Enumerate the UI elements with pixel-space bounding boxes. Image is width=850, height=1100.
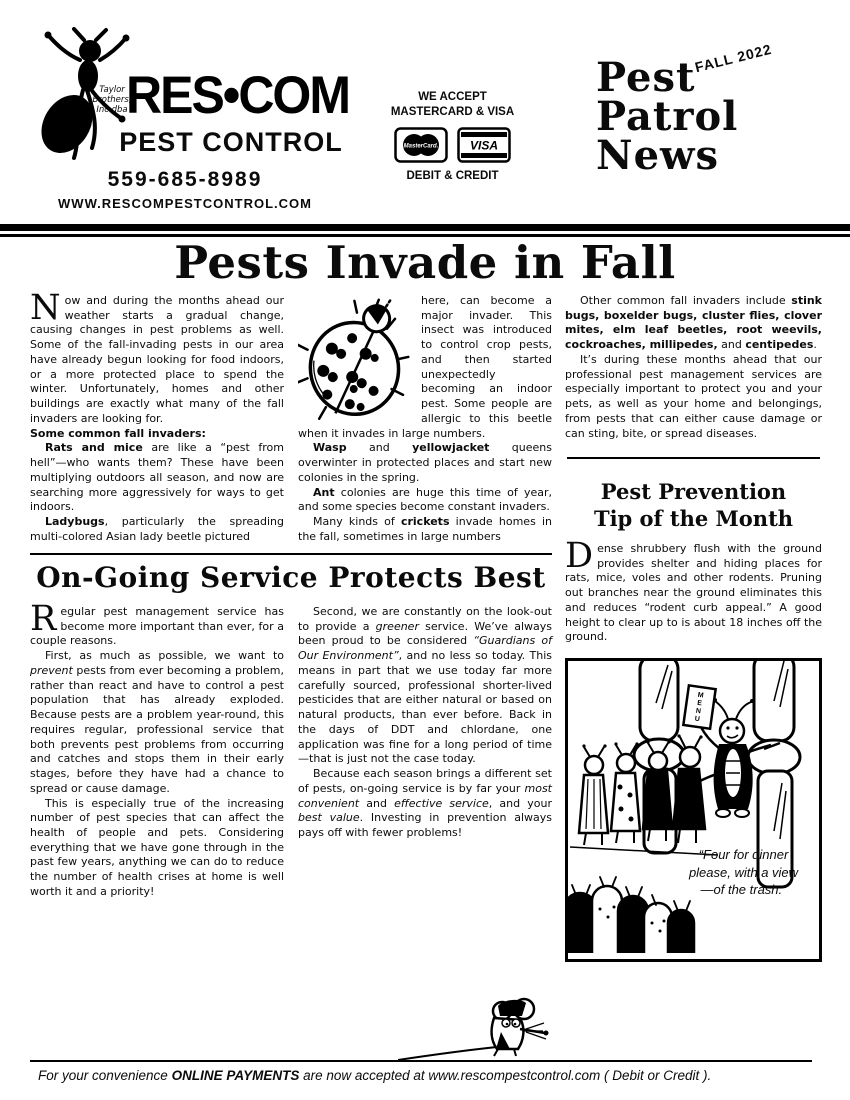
paragraph: Other common fall invaders include stink bugs, boxelder bugs, cluster flies, clover mites, elm leaf beetles, root weevils, cockroaches, millipedes, and centipedes. — [565, 294, 822, 352]
mastercard-icon — [394, 127, 448, 163]
caption-line: please, with a view — [688, 864, 799, 880]
footer-note: For your convenience ONLINE PAYMENTS are now accepted at www.rescompestcontrol.com ( Debit or Credit ). — [38, 1068, 712, 1083]
tip-title-line: Pest Prevention — [600, 479, 787, 505]
brand-logo-text: RES•COM — [126, 65, 349, 125]
ladybug-figure — [298, 296, 414, 424]
visa-label: VISA — [469, 138, 499, 153]
brand-subtitle: PEST CONTROL — [119, 127, 343, 157]
article-title: Pests Invade in Fall — [174, 236, 676, 289]
footer-divider — [30, 1060, 812, 1062]
svg-text:U: U — [694, 715, 701, 724]
svg-text:M: M — [697, 691, 704, 700]
paragraph: Many kinds of crickets invade homes in the fall, sometimes in large numbers — [298, 515, 553, 543]
bug-restaurant-cartoon — [568, 661, 817, 953]
card-icons-row — [385, 127, 520, 163]
accept-line1: WE ACCEPT — [418, 91, 487, 103]
dropcap: D — [565, 535, 594, 576]
paragraph — [30, 599, 284, 649]
svg-text:N: N — [695, 707, 702, 716]
tagline-line: Taylor — [99, 85, 125, 95]
paragraph: Ladybugs, particularly the spreading multi-colored Asian lady beetle pictured — [30, 515, 284, 543]
mouse-cartoon-icon — [398, 996, 550, 1062]
tip-title-line: Tip of the Month — [593, 505, 794, 531]
dropcap: N — [30, 288, 61, 328]
debit-credit-line: DEBIT & CREDIT — [406, 169, 499, 182]
paragraph-text: ense shrubbery flush with the ground provides shelter and hiding places for rats, mice, voles and other rodents. Pruning out branches near the ground eliminates this and reduces “rodent curb appeal.” A good height to clear up to is about 18 inches off the ground. — [565, 541, 822, 644]
tip-title — [565, 479, 822, 532]
ladybug-illustration — [298, 296, 414, 424]
payments-block — [385, 90, 520, 184]
paragraph: Ant colonies are huge this time of year, and some species become constant invaders. — [298, 485, 552, 514]
left-content-zone — [30, 288, 553, 900]
paragraph: First, as much as possible, we want to prevent pests from ever becoming a problem, rather than react and have to control a pest population that has already exploded. Because pests are a problem year-round, this requires regular, professional service that both prevents pest problems from occurring and catches and stops them in their early stages, before they have had a chance to spread or cause damage. — [30, 649, 284, 795]
website-url: WWW.RESCOMPESTCONTROL.COM — [58, 196, 312, 211]
invade-column-1 — [30, 288, 284, 544]
masthead-line: News — [596, 132, 719, 180]
accept-line2: MASTERCARD & VISA — [390, 105, 515, 118]
paragraph: Second, we are constantly on the look-out to provide a greener service. We’ve always been proud to be considered “Guardians of Our Environment”, and no less so today. This means in part that we use today far more carefully sourced, professional shorter-lived pesticides that are either natural or based on natural products, than ever before. Back in the days of DDT and chlordane, one application was fine for a long period of time—that is just not the case today. — [298, 605, 553, 766]
ongoing-column-2 — [298, 605, 552, 900]
dropcap: R — [30, 599, 57, 639]
cartoon-caption — [676, 846, 811, 899]
visa-icon — [457, 127, 511, 163]
paragraph: Rats and mice are like a “pest from hell”—who wants them? These have been multiplying outdoors all season, and now are searching more aggressively for ways to get indoors. — [30, 441, 284, 514]
ongoing-column-1 — [30, 599, 284, 900]
paragraph-text: ow and during the months ahead our weather starts a gradual change, causing changes in pest problems as well. Some of the fall-invading pests in our area have already begun looking for food indoors, or a more protected place to spend the winter. Unfortunately, homes and other buildings are exactly what many of the fall invaders are looking for. — [30, 294, 284, 425]
caption-line: —of the trash.” — [700, 882, 787, 898]
paragraph: This is especially true of the increasing number of pest species that can affect the health of people and pets. Considering everything that we have gone through in the past few years, anything we can do to reduce the number of health crises at home is well worth it and a priority! — [30, 796, 284, 898]
header — [0, 0, 850, 222]
svg-text:E: E — [696, 699, 703, 708]
paragraph: It’s during these months ahead that our professional pest management services are especially important to protect you and your pets, as well as your home and belongings, from pests that can either cause damage or can sting, bite, or spread diseases. — [565, 352, 822, 440]
caption-line: “Four for dinner — [698, 846, 789, 862]
ongoing-article-title: On-Going Service Protects Best — [36, 561, 546, 595]
tip-divider — [567, 457, 820, 459]
paragraph: Because each season brings a different set of pests, on-going service is by far your most convenient and effective service, and your best value. Investing in prevention always pays off with fewer problems! — [298, 767, 552, 840]
issue-date: FALL 2022 — [693, 40, 774, 76]
phone-number: 559-685-8989 — [107, 168, 263, 191]
tagline-line: Inc dba — [96, 104, 128, 115]
masthead-line: Patrol — [596, 93, 739, 141]
paragraph — [30, 288, 284, 427]
right-content-column — [565, 294, 822, 962]
mastercard-label: MasterCard. — [403, 143, 439, 150]
masthead-line: Pest — [596, 54, 696, 101]
tagline-line: Brothers, — [92, 94, 132, 105]
paragraph — [565, 535, 822, 645]
paragraph-text: egular pest management service has become more important than ever, for a couple reasons. — [30, 605, 284, 648]
paragraph: Wasp and yellowjacket queens overwinter in protected places and start new colonies in the spring. — [298, 441, 552, 484]
paragraph: here, can become a major invader. This insect was introduced to control crop pests, and then started unexpectedly becoming an indoor pest. Some people are allergic to this beetle when it invades in large numbers. — [298, 294, 552, 440]
section-divider — [30, 553, 552, 555]
invade-column-2 — [298, 294, 552, 544]
cartoon-panel — [565, 658, 822, 962]
newsletter-masthead — [596, 54, 739, 180]
subhead: Some common fall invaders: — [30, 426, 206, 440]
